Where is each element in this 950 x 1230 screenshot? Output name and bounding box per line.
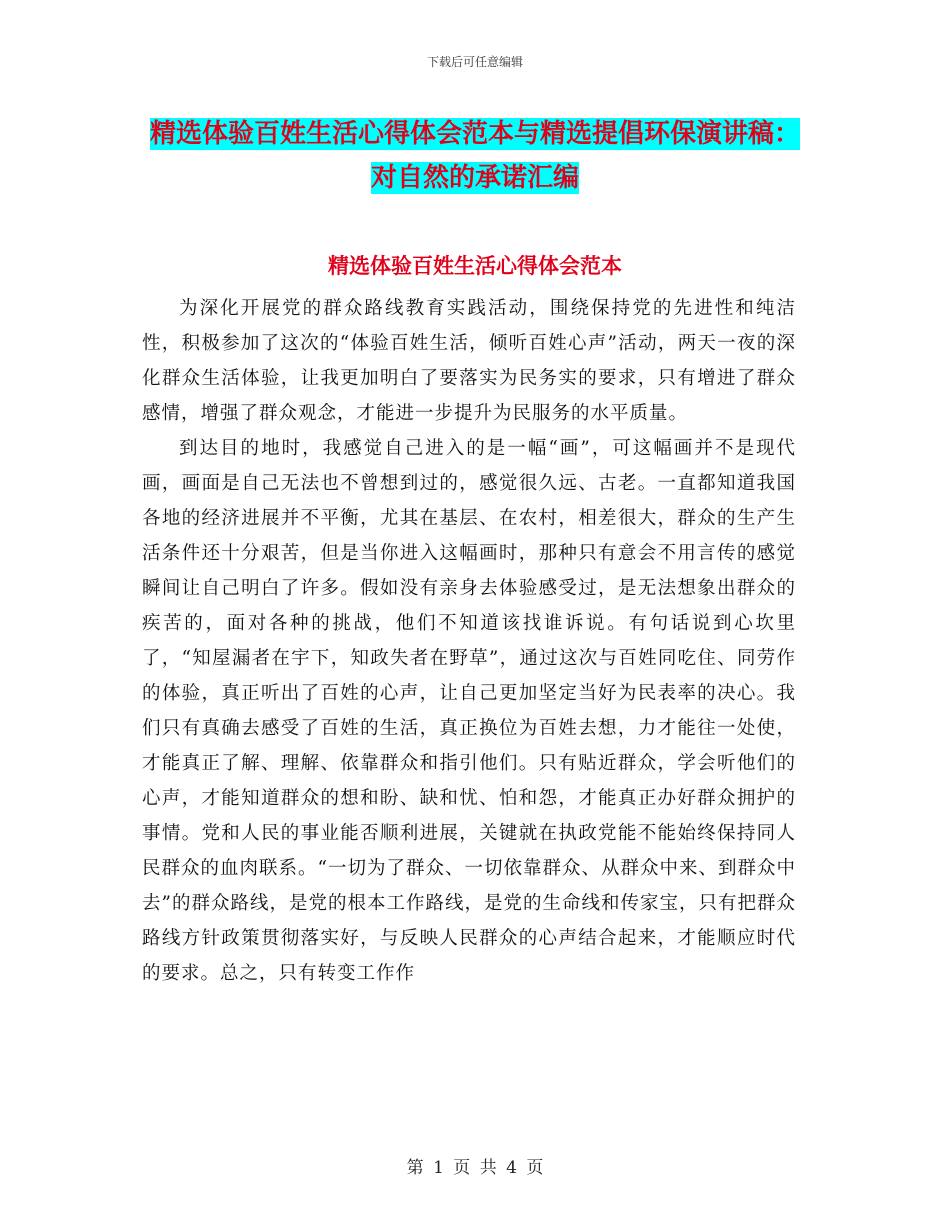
section-title: 精选体验百姓生活心得体会范本 xyxy=(328,254,622,278)
body-paragraph: 为深化开展党的群众路线教育实践活动，围绕保持党的先进性和纯洁性，积极参加了这次的“体验百姓生活，倾听百姓心声”活动，两天一夜的深化群众生活体验，让我更加明白了要落实为民务实的要求，只有增进了群众感情，增强了群众观念，才能进一步提升为民服务的水平质量。 xyxy=(142,298,796,424)
document-title xyxy=(150,112,800,200)
page-header-note: 下载后可任意编辑 xyxy=(426,55,523,69)
document-body xyxy=(142,291,796,991)
page-number-footer: 第 1 页 共 4 页 xyxy=(406,1158,544,1178)
document-title-text: 精选体验百姓生活心得体会范本与精选提倡环保演讲稿：对自然的承诺汇编 xyxy=(150,119,801,193)
body-paragraph: 到达目的地时，我感觉自己进入的是一幅“画”，可这幅画并不是现代画，画面是自己无法也不曾想到过的，感觉很久远、古老。一直都知道我国各地的经济进展并不平衡，尤其在基层、在农村，相差很大，群众的生产生活条件还十分艰苦，但是当你进入这幅画时，那种只有意会不用言传的感觉瞬间让自己明白了许多。假如没有亲身去体验感受过，是无法想象出群众的疾苦的，面对各种的挑战，他们不知道该找谁诉说。有句话说到心坎里了，“知屋漏者在宇下，知政失者在野草”，通过这次与百姓同吃住、同劳作的体验，真正听出了百姓的心声，让自己更加坚定当好为民表率的决心。我们只有真确去感受了百姓的生活，真正换位为百姓去想，力才能往一处使，才能真正了解、理解、依靠群众和指引他们。只有贴近群众，学会听他们的心声，才能知道群众的想和盼、缺和忧、怕和怨，才能真正办好群众拥护的事情。党和人民的事业能否顺利进展，关键就在执政党能不能始终保持同人民群众的血肉联系。“一切为了群众、一切依靠群众、从群众中来、到群众中去”的群众路线，是党的根本工作路线，是党的生命线和传家宝，只有把群众路线方针政策贯彻落实好，与反映人民群众的心声结合起来，才能顺应时代的要求。总之，只有转变工作作 xyxy=(142,438,796,984)
